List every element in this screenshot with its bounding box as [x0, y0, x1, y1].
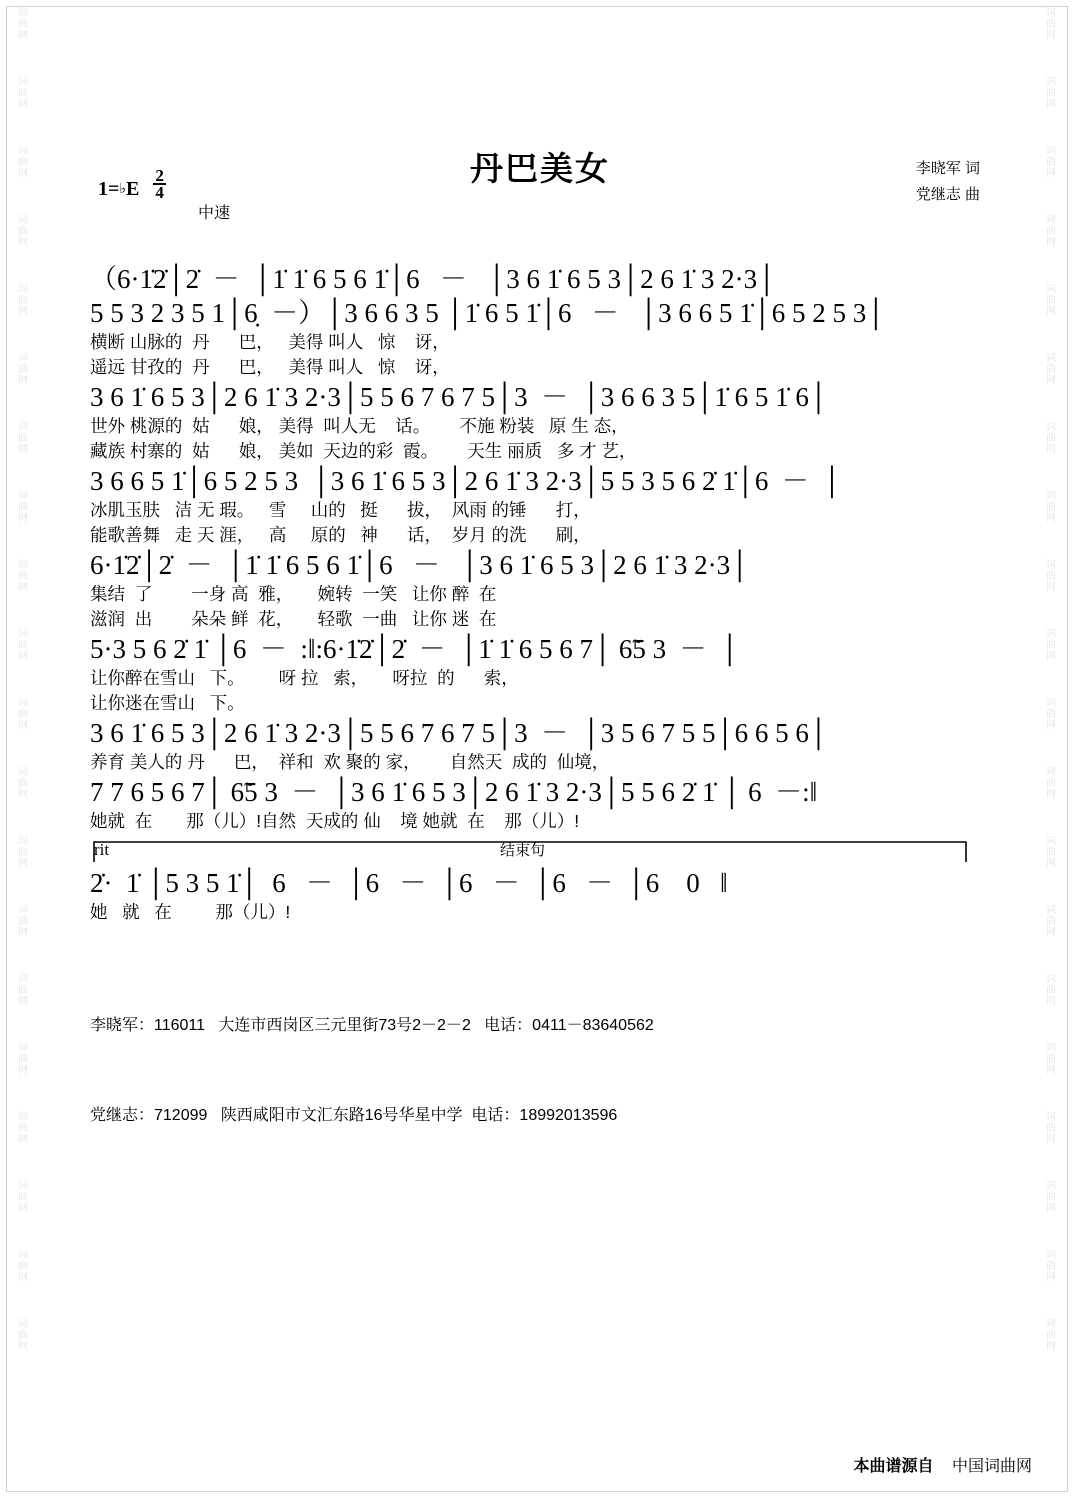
- notes-row: 3 6 1̇ 6 5 3│2 6 1̇ 3 2·3│5 5 6 7 6 7 5│3 － │3 5 6 7 5 5│6 6 5 6│: [90, 718, 829, 748]
- key-signature: [98, 168, 166, 201]
- watermark-item: 词 曲 网: [18, 215, 28, 248]
- watermark-item: 词 曲 网: [18, 422, 28, 455]
- lyric-row-1: 她就 在 那（儿）!自然 天成的 仙 境 她就 在 那（儿）!: [90, 811, 580, 831]
- watermark-item: 词 曲 网: [18, 8, 28, 41]
- watermark-item: 词 曲 网: [18, 1319, 28, 1352]
- watermark-item: 词 曲 网: [1046, 767, 1056, 800]
- notes-row: 7 7 6 5 6 7│ 6̃5 3 － │3 6 1̇ 6 5 3│2 6 1̇ 3 2·3│5 5 6 2̇ 1̇ │ 6 －:‖: [90, 777, 818, 807]
- system-1: [90, 262, 990, 296]
- watermark-item: 词 曲 网: [1046, 560, 1056, 593]
- watermark-item: 词 曲 网: [1046, 284, 1056, 317]
- lyric-row-2: 藏族 村寨的 姑 娘， 美如 天边的彩 霞。 天生 丽质 多 才 艺，: [90, 441, 637, 461]
- watermark-item: 词 曲 网: [1046, 491, 1056, 524]
- system-9-coda: [90, 840, 990, 925]
- lyric-row-2: 能歌善舞 走 天 涯， 高 原的 神 话， 岁月 的洗 刷，: [90, 525, 591, 545]
- lyric-row-2: 让你迷在雪山 下。: [90, 693, 245, 713]
- contact-block: [90, 951, 990, 1191]
- watermark-item: 词 曲 网: [18, 905, 28, 938]
- watermark-item: 词 曲 网: [18, 767, 28, 800]
- lyric-row-2: 遥远 甘孜的 丹 巴， 美得 叫人 惊 讶，: [90, 357, 450, 377]
- watermark-item: 词 曲 网: [18, 1250, 28, 1283]
- time-signature: [153, 168, 166, 200]
- meter-numerator: 2: [155, 166, 164, 185]
- system-8: [90, 775, 990, 834]
- contact-line-2: 党继志：712099 陕西咸阳市文汇东路16号华星中学 电话：18992013596: [90, 1107, 618, 1124]
- meter-denominator: 4: [155, 183, 164, 202]
- score-sheet: [90, 28, 990, 1191]
- watermark-item: 词 曲 网: [18, 1043, 28, 1076]
- lyric-row-1: 养育 美人的 丹 巴， 祥和 欢 聚的 家， 自然天 成的 仙境，: [90, 752, 610, 772]
- lyric-row-1: 让你醉在雪山 下。 呀 拉 索， 呀拉 的 索，: [90, 668, 519, 688]
- lyric-row-1: 世外 桃源的 姑 娘， 美得 叫人无 话。 不施 粉装 原 生 态，: [90, 416, 629, 436]
- watermark-item: 词 曲 网: [1046, 146, 1056, 179]
- watermark-item: 词 曲 网: [1046, 629, 1056, 662]
- watermark-item: 词 曲 网: [1046, 353, 1056, 386]
- watermark-item: 词 曲 网: [1046, 1181, 1056, 1214]
- notes-row: 3 6 1̇ 6 5 3│2 6 1̇ 3 2·3│5 5 6 7 6 7 5│3 － │3 6 6 3 5│1̇ 6 5 1̇ 6│: [90, 382, 829, 412]
- watermark-item: 词 曲 网: [1046, 1043, 1056, 1076]
- composer-credit: 党继志 曲: [915, 186, 980, 203]
- watermark-item: 词 曲 网: [1046, 1112, 1056, 1145]
- watermark-item: 词 曲 网: [18, 77, 28, 110]
- watermark-item: 词 曲 网: [1046, 1250, 1056, 1283]
- watermark-item: 词 曲 网: [1046, 215, 1056, 248]
- ending-phrase-label: 结束句: [500, 842, 546, 859]
- system-4: [90, 464, 990, 548]
- watermark-item: 词 曲 网: [18, 974, 28, 1007]
- lyric-row-2: 滋润 出 朵朵 鲜 花， 轻歌 一曲 让你 迷 在: [90, 609, 497, 629]
- watermark-item: 词 曲 网: [1046, 698, 1056, 731]
- watermark-item: 词 曲 网: [18, 698, 28, 731]
- notes-row: 5·3 5 6 2̇ 1̇ │6 － :‖:6·1̇2̇│2̇ － │1̇ 1̇ 6 5 6 7│ 6̃5 3 － │: [90, 634, 740, 664]
- watermark-item: 词 曲 网: [18, 1112, 28, 1145]
- rit-marking: rit: [94, 840, 110, 859]
- watermark-item: 词 曲 网: [18, 836, 28, 869]
- contact-line-1: 李晓军：116011 大连市西岗区三元里街73号2－2－2 电话：0411－83640562: [90, 1017, 654, 1034]
- notes-row: （6·1̇2̇│2̇ － │1̇ 1̇ 6 5 6 1̇│6 － │3 6 1̇ 6 5 3│2 6 1̇ 3 2·3│: [90, 264, 777, 294]
- footer-source: [854, 1453, 1032, 1476]
- watermark-item: 词 曲 网: [18, 146, 28, 179]
- watermark-item: 词 曲 网: [18, 491, 28, 524]
- watermark-item: 词 曲 网: [18, 284, 28, 317]
- key-letter: E: [126, 178, 140, 200]
- watermark-item: 词 曲 网: [1046, 1319, 1056, 1352]
- notes-row: 6·1̇2̇│2̇ － │1̇ 1̇ 6 5 6 1̇│6 － │3 6 1̇ 6 5 3│2 6 1̇ 3 2·3│: [90, 550, 750, 580]
- watermark-item: 词 曲 网: [1046, 836, 1056, 869]
- lyric-row-1: 集结 了 一身 高 雅， 婉转 一笑 让你 醉 在: [90, 584, 497, 604]
- flat-icon: ♭: [119, 182, 127, 197]
- credits: [916, 156, 980, 208]
- footer-source-label: 本曲谱源自: [853, 1458, 934, 1475]
- watermark-item: 词 曲 网: [18, 353, 28, 386]
- watermark-item: 词 曲 网: [18, 1181, 28, 1214]
- system-5: [90, 548, 990, 632]
- lyric-row-1: 冰肌玉肤 洁 无 瑕。 雪 山的 挺 拔， 风雨 的锤 打，: [90, 500, 591, 520]
- system-3: [90, 380, 990, 464]
- watermark-item: 词 曲 网: [1046, 422, 1056, 455]
- key-label: 1=: [98, 178, 120, 200]
- watermark-item: 词 曲 网: [1046, 8, 1056, 41]
- watermark-item: 词 曲 网: [1046, 974, 1056, 1007]
- system-7: [90, 716, 990, 775]
- lyric-row-1: 她 就 在 那（儿）!: [90, 902, 291, 922]
- system-2: [90, 296, 990, 380]
- watermark-item: 词 曲 网: [18, 629, 28, 662]
- page-title: 丹巴美女: [470, 150, 610, 187]
- notes-row: 5 5 3 2 3 5 1│6̣ －）│3 6 6 3 5 │1̇ 6 5 1̇│6 － │3 6 6 5 1̇│6 5 2 5 3│: [90, 298, 886, 328]
- system-6: [90, 632, 990, 716]
- watermark-item: 词 曲 网: [18, 560, 28, 593]
- tempo-marking: 中速: [198, 205, 231, 222]
- footer-site-link[interactable]: 中国词曲网: [951, 1458, 1032, 1475]
- watermark-item: 词 曲 网: [1046, 905, 1056, 938]
- notes-row: 3 6 6 5 1̇│6 5 2 5 3 │3 6 1̇ 6 5 3│2 6 1̇ 3 2·3│5 5 3 5 6 2̇ 1̇│6 － │: [90, 466, 842, 496]
- notes-row: 2̇· 1̇ │5 3 5 1̇│ 6 － │6 － │6 － │6 － │6 0 ‖: [90, 868, 728, 898]
- watermark-item: 词 曲 网: [1046, 77, 1056, 110]
- lyric-row-1: 横断 山脉的 丹 巴， 美得 叫人 惊 讶，: [90, 332, 450, 352]
- lyricist-credit: 李晓军 词: [915, 160, 980, 177]
